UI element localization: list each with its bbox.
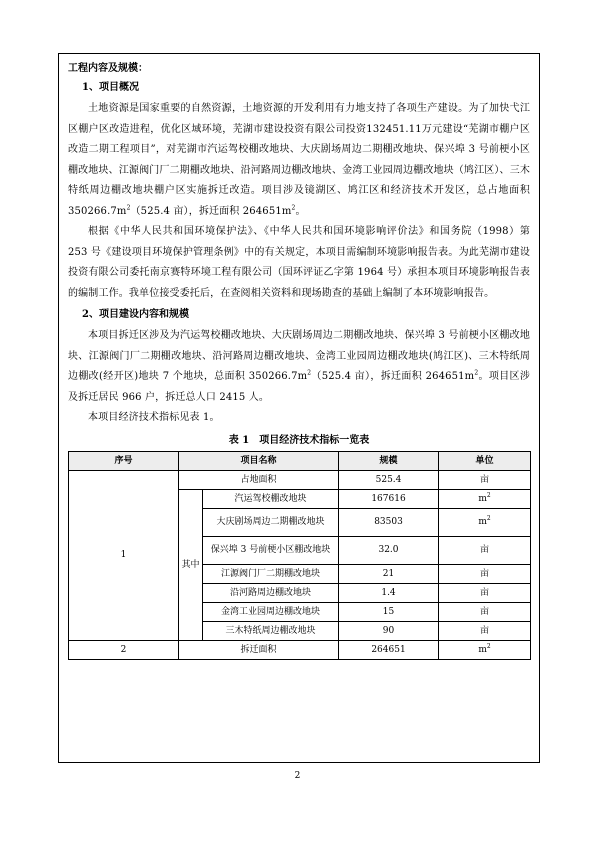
cell-name: 保兴埠 3 号前梗小区棚改地块 [203,536,339,564]
cell-unit: 亩 [439,470,531,489]
cell-name: 江源阀门厂二期棚改地块 [203,564,339,583]
cell-unit: 亩 [439,583,531,602]
cell-value: 90 [339,621,439,640]
cell-unit: $m^2$ [439,508,531,536]
cell-value: 1.4 [339,583,439,602]
header-scale: 规模 [339,451,439,470]
cell-value: 167616 [339,489,439,508]
section-title: 工程内容及规模： [68,63,148,74]
subsection-overview-title: 1、项目概况 [82,82,139,93]
cell-name: 金湾工业园周边棚改地块 [203,602,339,621]
paragraph-table-ref: 本项目经济技术指标见表 1。 [88,412,220,423]
header-unit: 单位 [439,451,531,470]
row-sub-label: 其中 [179,489,203,640]
table-row [69,640,531,659]
table-header-row [69,451,531,470]
table-row [69,470,531,489]
cell-unit: 亩 [439,536,531,564]
document-body [68,58,530,660]
paragraph-regulations: 根据《中华人民共和国环境保护法》、《中华人民共和国环境影响评价法》和国务院（1998）第 253 号《建设项目环境保护管理条例》中的有关规定，本项目需编制环境影响报告表。为此芜湖市建设投资有限公司委托南京赛特环境工程有限公司（国环评证乙字第 1964 号）承担本项目环境影响报告表的编制工作。我单位接受委托后，在查阅相关资料和现场勘查的基础上编制了本环境影响报告。 [68,226,530,299]
cell-name: 汽运驾校棚改地块 [203,489,339,508]
cell-name: 占地面积 [179,470,339,489]
cell-unit: $m^2$ [439,489,531,508]
table-caption: 表 1 项目经济技术指标一览表 [228,434,370,446]
cell-name: 三木特纸周边棚改地块 [203,621,339,640]
paragraph-overview: 土地资源是国家重要的自然资源，土地资源的开发利用有力地支持了各项生产建设。为了加快弋江区棚户区改造进程，优化区域环境，芜湖市建设投资有限公司投资132451.11万元建设“芜湖市棚户区改造二期工程项目”，对芜湖市汽运驾校棚改地块、大庆剧场周边二期棚改地块、保兴埠 3 号前梗小区棚改地块、江源阀门厂二期棚改地块、沿河路周边棚改地块、金湾工业园周边棚改地块（鸠江区）、三木特纸周边棚改地块棚户区实施拆迁改造。项目涉及镜湖区、鸠江区和经济技术开发区，总占地面积 $350266.7m^2(525.4$ 亩），拆迁面积 $264651m^2$。 [68,103,530,217]
cell-value: 15 [339,602,439,621]
page-number: 2 [294,771,301,781]
cell-value: 264651 [339,640,439,659]
indicator-table [68,451,531,660]
cell-name: 拆迁面积 [179,640,339,659]
cell-unit: 亩 [439,621,531,640]
paragraph-content: 本项目拆迁区涉及为汽运驾校棚改地块、大庆剧场周边二期棚改地块、保兴埠 3 号前梗小区棚改地块、江源阀门厂二期棚改地块、沿河路周边棚改地块、金湾工业园周边棚改地块(鸠江区)、三木特纸周边棚改(经开区)地块 7 个地块，总面积 $350266.7m^2(525.4$ 亩），拆迁面积 $264651m^2$。项目区涉及拆迁居民 966 户，拆迁总人口 2415 人。 [68,330,530,403]
header-no: 序号 [69,451,179,470]
row-no: 1 [69,470,179,640]
cell-name: 沿河路周边棚改地块 [203,583,339,602]
header-name: 项目名称 [179,451,339,470]
cell-value: 32.0 [339,536,439,564]
cell-unit: 亩 [439,602,531,621]
cell-unit: $m^2$ [439,640,531,659]
subsection-content-title: 2、项目建设内容和规模 [82,309,189,320]
cell-value: 83503 [339,508,439,536]
cell-value: 21 [339,564,439,583]
cell-name: 大庆剧场周边二期棚改地块 [203,508,339,536]
row-no: 2 [69,640,179,659]
cell-value: 525.4 [339,470,439,489]
cell-unit: 亩 [439,564,531,583]
